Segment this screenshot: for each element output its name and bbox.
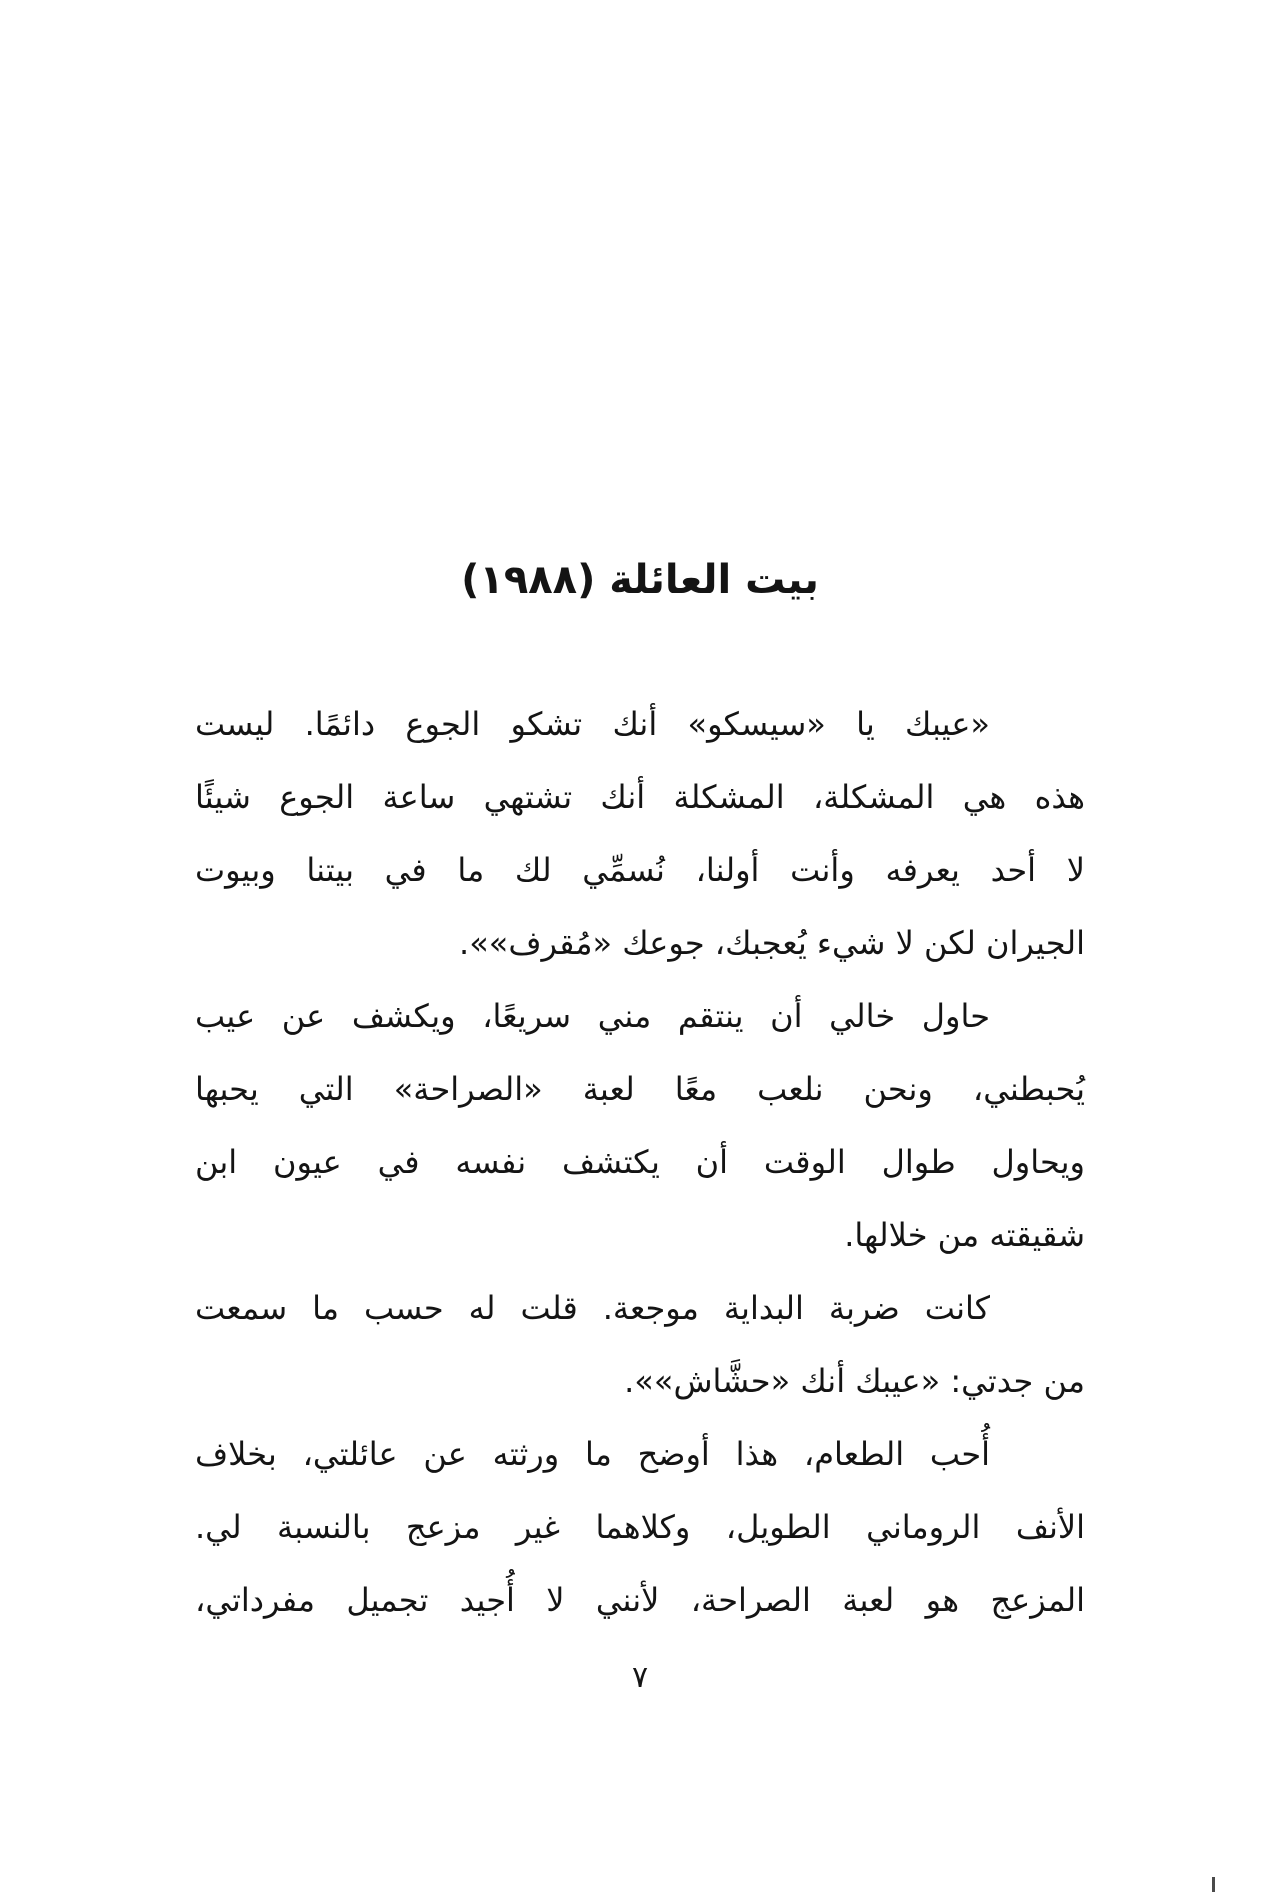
text-line: كانت ضربة البداية موجعة. قلت له حسب ما سمعت [195, 1289, 990, 1327]
text-line: يُحبطني، ونحن نلعب معًا لعبة «الصراحة» التي يحبها [195, 1070, 1085, 1108]
body-text [195, 688, 1085, 1637]
text-line: ويحاول طوال الوقت أن يكتشف نفسه في عيون ابن [195, 1143, 1085, 1181]
text-line: شقيقته من خلالها. [844, 1216, 1085, 1254]
paragraph [195, 1272, 1085, 1418]
margin-tick-mark [1212, 1877, 1215, 1892]
text-line: الجيران لكن لا شيء يُعجبك، جوعك «مُقرف»». [459, 924, 1085, 962]
text-line: حاول خالي أن ينتقم مني سريعًا، ويكشف عن عيب [195, 997, 990, 1035]
page-number: ٧ [631, 1660, 649, 1695]
text-line: أُحب الطعام، هذا أوضح ما ورثته عن عائلتي، بخلاف [195, 1435, 990, 1473]
paragraph [195, 1418, 1085, 1637]
text-line: الأنف الروماني الطويل، وكلاهما غير مزعج بالنسبة لي. [195, 1508, 1085, 1546]
paragraph [195, 980, 1085, 1272]
chapter-title: بيت العائلة (١٩٨٨) [461, 557, 819, 603]
text-line: المزعج هو لعبة الصراحة، لأنني لا أُجيد تجميل مفرداتي، [195, 1581, 1085, 1619]
paragraph [195, 688, 1085, 980]
text-line: هذه هي المشكلة، المشكلة أنك تشتهي ساعة الجوع شيئًا [195, 778, 1085, 816]
text-line: «عيبك يا «سيسكو» أنك تشكو الجوع دائمًا. ليست [195, 705, 990, 743]
text-line: لا أحد يعرفه وأنت أولنا، نُسمِّي لك ما في بيتنا وبيوت [195, 851, 1085, 889]
text-line: من جدتي: «عيبك أنك «حشَّاش»». [624, 1362, 1085, 1400]
